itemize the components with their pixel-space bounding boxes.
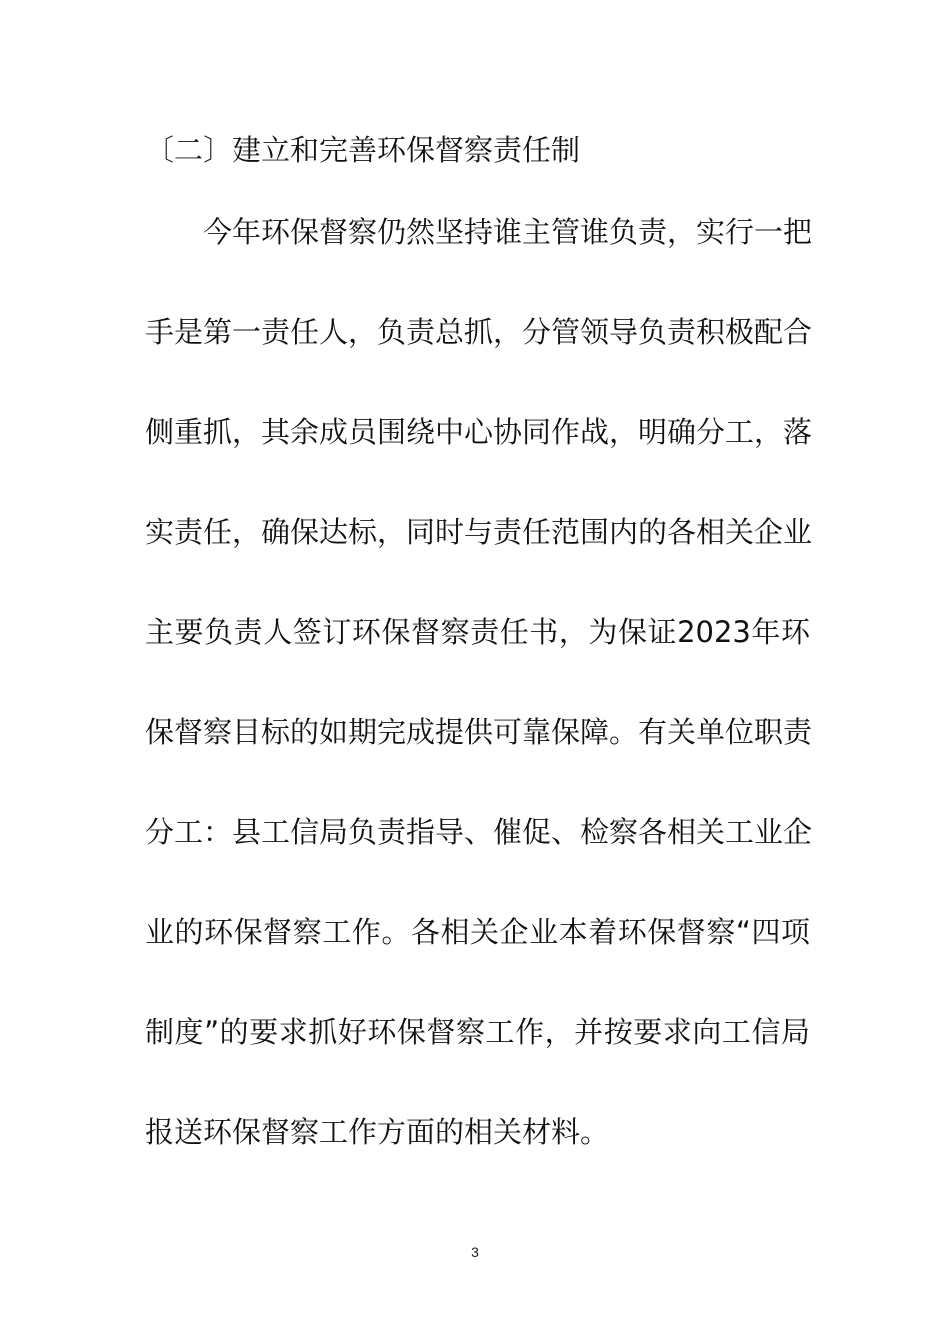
paragraph-line-5: 主要负责人签订环保督察责任书，为保证2023年环 — [145, 615, 810, 649]
section-heading: 〔二〕建立和完善环保督察责任制 — [145, 133, 581, 167]
paragraph-line-2: 手是第一责任人，负责总抓，分管领导负责积极配合 — [145, 315, 813, 349]
paragraph-line-1: 今年环保督察仍然坚持谁主管谁负责，实行一把 — [203, 215, 813, 249]
paragraph-line-3: 侧重抓，其余成员围绕中心协同作战，明确分工，落 — [145, 415, 813, 449]
paragraph-line-10: 报送环保督察工作方面的相关材料。 — [145, 1115, 610, 1149]
paragraph-line-8: 业的环保督察工作。各相关企业本着环保督察“四项 — [145, 915, 810, 949]
paragraph-line-4: 实责任，确保达标，同时与责任范围内的各相关企业 — [145, 515, 813, 549]
page-number: 3 — [471, 1244, 479, 1260]
paragraph-line-6: 保督察目标的如期完成提供可靠保障。有关单位职责 — [145, 715, 813, 749]
paragraph-line-9: 制度”的要求抓好环保督察工作，并按要求向工信局 — [145, 1015, 810, 1049]
paragraph-line-7: 分工：县工信局负责指导、催促、检察各相关工业企 — [145, 815, 813, 849]
